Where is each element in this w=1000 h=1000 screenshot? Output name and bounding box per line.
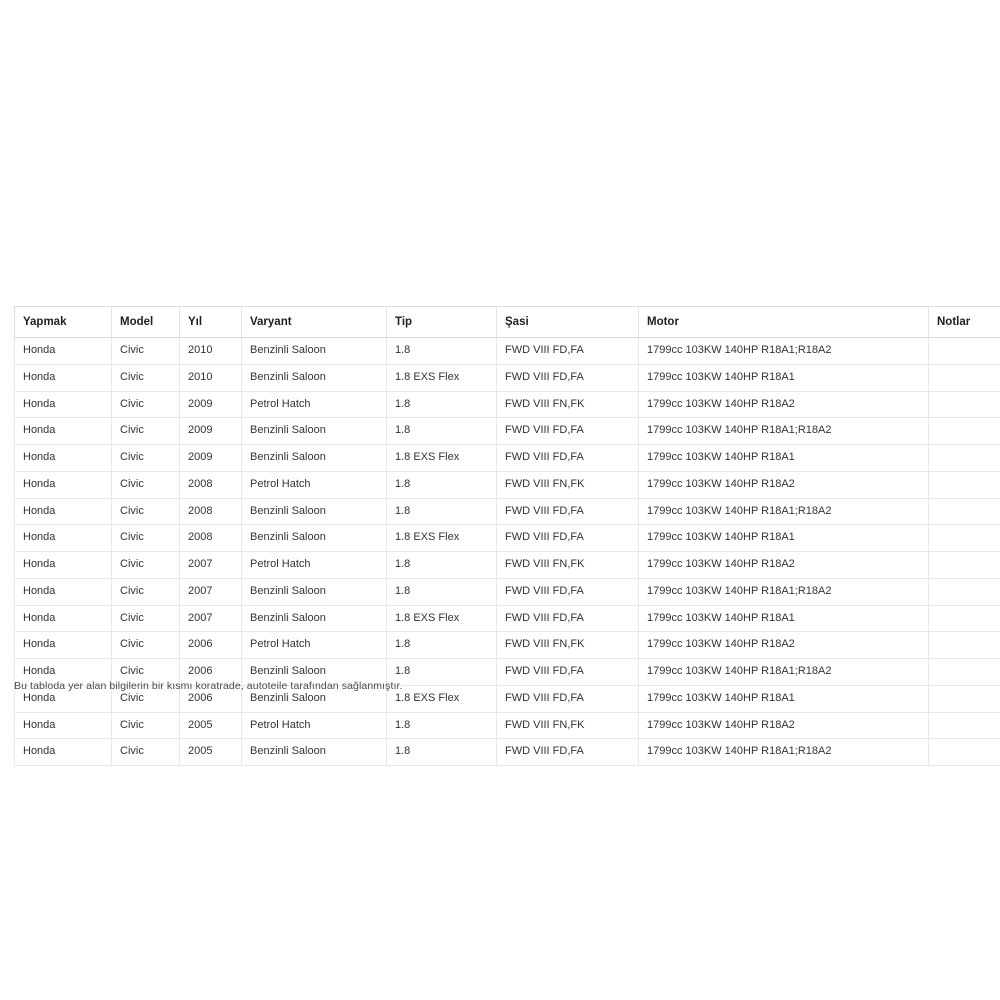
table-row — [15, 605, 1000, 632]
cell-notes — [929, 391, 1000, 418]
cell-variant: Benzinli Saloon — [242, 659, 387, 686]
cell-engine: 1799cc 103KW 140HP R18A2 — [639, 632, 929, 659]
cell-chassis: FWD VIII FD,FA — [497, 418, 639, 445]
table-row — [15, 578, 1000, 605]
cell-year: 2006 — [180, 632, 242, 659]
cell-model: Civic — [112, 739, 180, 766]
cell-year: 2009 — [180, 445, 242, 472]
cell-notes — [929, 659, 1000, 686]
cell-variant: Benzinli Saloon — [242, 685, 387, 712]
cell-make: Honda — [15, 605, 112, 632]
table-row — [15, 445, 1000, 472]
table-row — [15, 712, 1000, 739]
cell-year: 2009 — [180, 391, 242, 418]
cell-make: Honda — [15, 418, 112, 445]
cell-chassis: FWD VIII FD,FA — [497, 659, 639, 686]
cell-variant: Benzinli Saloon — [242, 445, 387, 472]
cell-chassis: FWD VIII FD,FA — [497, 498, 639, 525]
cell-model: Civic — [112, 338, 180, 365]
table-row — [15, 632, 1000, 659]
cell-make: Honda — [15, 525, 112, 552]
cell-model: Civic — [112, 685, 180, 712]
cell-notes — [929, 552, 1000, 579]
cell-engine: 1799cc 103KW 140HP R18A1 — [639, 525, 929, 552]
cell-type: 1.8 — [387, 552, 497, 579]
cell-engine: 1799cc 103KW 140HP R18A2 — [639, 552, 929, 579]
table-footnote: Bu tabloda yer alan bilgilerin bir kısmı koratrade, autoteile tarafından sağlanmıştır. — [14, 680, 403, 692]
cell-variant: Benzinli Saloon — [242, 578, 387, 605]
cell-notes — [929, 471, 1000, 498]
cell-model: Civic — [112, 712, 180, 739]
cell-make: Honda — [15, 552, 112, 579]
table-row — [15, 364, 1000, 391]
cell-notes — [929, 445, 1000, 472]
cell-make: Honda — [15, 685, 112, 712]
fitment-table — [14, 306, 1000, 766]
table-row — [15, 471, 1000, 498]
cell-type: 1.8 — [387, 739, 497, 766]
cell-model: Civic — [112, 632, 180, 659]
cell-chassis: FWD VIII FN,FK — [497, 391, 639, 418]
table-header-row — [15, 307, 1000, 338]
cell-engine: 1799cc 103KW 140HP R18A1 — [639, 364, 929, 391]
cell-type: 1.8 — [387, 471, 497, 498]
cell-type: 1.8 — [387, 659, 497, 686]
cell-engine: 1799cc 103KW 140HP R18A2 — [639, 391, 929, 418]
cell-variant: Petrol Hatch — [242, 712, 387, 739]
cell-year: 2008 — [180, 498, 242, 525]
cell-model: Civic — [112, 471, 180, 498]
cell-notes — [929, 712, 1000, 739]
cell-chassis: FWD VIII FD,FA — [497, 578, 639, 605]
cell-year: 2009 — [180, 418, 242, 445]
column-header-year: Yıl — [180, 307, 242, 338]
table-row — [15, 498, 1000, 525]
cell-variant: Benzinli Saloon — [242, 364, 387, 391]
cell-type: 1.8 EXS Flex — [387, 364, 497, 391]
cell-type: 1.8 EXS Flex — [387, 605, 497, 632]
cell-year: 2008 — [180, 471, 242, 498]
cell-make: Honda — [15, 632, 112, 659]
cell-engine: 1799cc 103KW 140HP R18A1 — [639, 685, 929, 712]
table-row — [15, 525, 1000, 552]
cell-chassis: FWD VIII FD,FA — [497, 685, 639, 712]
cell-chassis: FWD VIII FD,FA — [497, 338, 639, 365]
column-header-notes: Notlar — [929, 307, 1000, 338]
cell-variant: Benzinli Saloon — [242, 418, 387, 445]
column-header-variant: Varyant — [242, 307, 387, 338]
table-row — [15, 418, 1000, 445]
cell-make: Honda — [15, 712, 112, 739]
cell-make: Honda — [15, 498, 112, 525]
cell-make: Honda — [15, 471, 112, 498]
cell-chassis: FWD VIII FD,FA — [497, 525, 639, 552]
table-body — [15, 338, 1000, 766]
cell-chassis: FWD VIII FN,FK — [497, 712, 639, 739]
cell-variant: Benzinli Saloon — [242, 338, 387, 365]
cell-notes — [929, 605, 1000, 632]
cell-engine: 1799cc 103KW 140HP R18A1;R18A2 — [639, 338, 929, 365]
column-header-make: Yapmak — [15, 307, 112, 338]
table-row — [15, 338, 1000, 365]
cell-variant: Benzinli Saloon — [242, 605, 387, 632]
column-header-model: Model — [112, 307, 180, 338]
cell-model: Civic — [112, 391, 180, 418]
cell-engine: 1799cc 103KW 140HP R18A1;R18A2 — [639, 739, 929, 766]
cell-year: 2010 — [180, 364, 242, 391]
cell-notes — [929, 364, 1000, 391]
cell-model: Civic — [112, 552, 180, 579]
cell-engine: 1799cc 103KW 140HP R18A1;R18A2 — [639, 418, 929, 445]
cell-notes — [929, 685, 1000, 712]
cell-chassis: FWD VIII FN,FK — [497, 552, 639, 579]
cell-type: 1.8 — [387, 712, 497, 739]
cell-type: 1.8 — [387, 578, 497, 605]
fitment-table-container — [14, 306, 1000, 766]
cell-make: Honda — [15, 659, 112, 686]
cell-variant: Benzinli Saloon — [242, 739, 387, 766]
cell-variant: Benzinli Saloon — [242, 498, 387, 525]
cell-year: 2005 — [180, 739, 242, 766]
cell-chassis: FWD VIII FD,FA — [497, 445, 639, 472]
cell-chassis: FWD VIII FD,FA — [497, 364, 639, 391]
cell-variant: Benzinli Saloon — [242, 525, 387, 552]
cell-notes — [929, 525, 1000, 552]
cell-type: 1.8 — [387, 418, 497, 445]
cell-chassis: FWD VIII FN,FK — [497, 632, 639, 659]
cell-year: 2007 — [180, 578, 242, 605]
cell-notes — [929, 578, 1000, 605]
cell-type: 1.8 EXS Flex — [387, 685, 497, 712]
cell-make: Honda — [15, 391, 112, 418]
cell-make: Honda — [15, 338, 112, 365]
cell-engine: 1799cc 103KW 140HP R18A1;R18A2 — [639, 659, 929, 686]
column-header-chassis: Şasi — [497, 307, 639, 338]
cell-model: Civic — [112, 659, 180, 686]
cell-notes — [929, 739, 1000, 766]
table-row — [15, 391, 1000, 418]
cell-year: 2006 — [180, 685, 242, 712]
cell-year: 2006 — [180, 659, 242, 686]
cell-make: Honda — [15, 578, 112, 605]
cell-type: 1.8 — [387, 632, 497, 659]
cell-notes — [929, 338, 1000, 365]
cell-make: Honda — [15, 445, 112, 472]
cell-model: Civic — [112, 578, 180, 605]
table-row — [15, 739, 1000, 766]
cell-variant: Petrol Hatch — [242, 471, 387, 498]
cell-variant: Petrol Hatch — [242, 391, 387, 418]
cell-model: Civic — [112, 418, 180, 445]
column-header-type: Tip — [387, 307, 497, 338]
cell-model: Civic — [112, 525, 180, 552]
cell-type: 1.8 — [387, 498, 497, 525]
cell-year: 2008 — [180, 525, 242, 552]
table-header — [15, 307, 1000, 338]
cell-engine: 1799cc 103KW 140HP R18A2 — [639, 712, 929, 739]
cell-type: 1.8 EXS Flex — [387, 525, 497, 552]
cell-engine: 1799cc 103KW 140HP R18A2 — [639, 471, 929, 498]
cell-model: Civic — [112, 605, 180, 632]
cell-notes — [929, 418, 1000, 445]
cell-variant: Petrol Hatch — [242, 552, 387, 579]
cell-type: 1.8 — [387, 391, 497, 418]
cell-variant: Petrol Hatch — [242, 632, 387, 659]
cell-year: 2007 — [180, 552, 242, 579]
cell-make: Honda — [15, 739, 112, 766]
cell-make: Honda — [15, 364, 112, 391]
cell-engine: 1799cc 103KW 140HP R18A1 — [639, 605, 929, 632]
cell-type: 1.8 EXS Flex — [387, 445, 497, 472]
cell-model: Civic — [112, 445, 180, 472]
cell-engine: 1799cc 103KW 140HP R18A1;R18A2 — [639, 498, 929, 525]
cell-engine: 1799cc 103KW 140HP R18A1;R18A2 — [639, 578, 929, 605]
column-header-engine: Motor — [639, 307, 929, 338]
cell-notes — [929, 498, 1000, 525]
cell-year: 2007 — [180, 605, 242, 632]
cell-notes — [929, 632, 1000, 659]
cell-chassis: FWD VIII FD,FA — [497, 739, 639, 766]
cell-type: 1.8 — [387, 338, 497, 365]
cell-year: 2005 — [180, 712, 242, 739]
cell-chassis: FWD VIII FN,FK — [497, 471, 639, 498]
cell-chassis: FWD VIII FD,FA — [497, 605, 639, 632]
cell-model: Civic — [112, 364, 180, 391]
cell-model: Civic — [112, 498, 180, 525]
cell-year: 2010 — [180, 338, 242, 365]
table-row — [15, 552, 1000, 579]
cell-engine: 1799cc 103KW 140HP R18A1 — [639, 445, 929, 472]
